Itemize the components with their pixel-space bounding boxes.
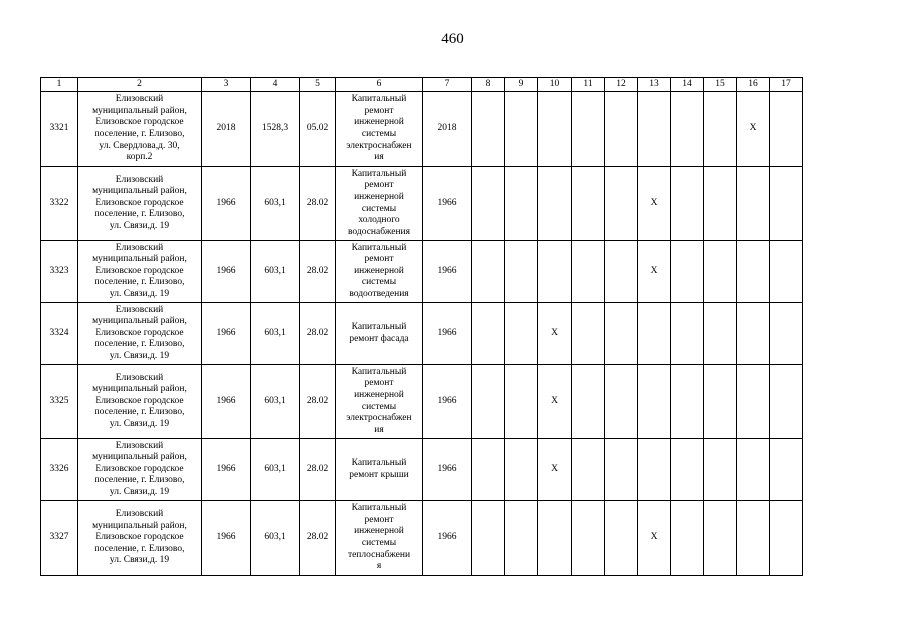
- page-number: 460: [441, 31, 464, 47]
- code-cell: 28.02: [300, 303, 336, 365]
- empty-cell: [605, 92, 638, 167]
- column-header: 7: [423, 78, 472, 92]
- x-mark-cell: X: [638, 167, 671, 241]
- x-mark-cell: X: [638, 501, 671, 576]
- table-row: [41, 92, 803, 167]
- empty-cell: [671, 365, 704, 439]
- x-mark-cell: X: [538, 365, 572, 439]
- empty-cell: [538, 501, 572, 576]
- planned-year-cell: 1966: [423, 501, 472, 576]
- empty-cell: [704, 501, 737, 576]
- column-header: 5: [300, 78, 336, 92]
- empty-cell: [737, 167, 770, 241]
- empty-cell: [770, 167, 803, 241]
- area-cell: 603,1: [251, 303, 300, 365]
- empty-cell: [538, 92, 572, 167]
- empty-cell: [605, 241, 638, 303]
- work-type-cell: Капитальный ремонт инженерной системы электроснабжен ия: [336, 365, 423, 439]
- planned-year-cell: 1966: [423, 303, 472, 365]
- address-cell: Елизовский муниципальный район, Елизовское городское поселение, г. Елизово, ул. Связи,д. 19: [78, 167, 202, 241]
- empty-cell: [737, 501, 770, 576]
- empty-cell: [472, 167, 505, 241]
- year-built-cell: 2018: [202, 92, 251, 167]
- empty-cell: [572, 501, 605, 576]
- x-mark-cell: X: [538, 303, 572, 365]
- empty-cell: [737, 439, 770, 501]
- empty-cell: [472, 365, 505, 439]
- empty-cell: [572, 365, 605, 439]
- empty-cell: [770, 501, 803, 576]
- empty-cell: [704, 241, 737, 303]
- planned-year-cell: 2018: [423, 92, 472, 167]
- row-id: 3327: [41, 501, 78, 576]
- address-cell: Елизовский муниципальный район, Елизовское городское поселение, г. Елизово, ул. Связи,д. 19: [78, 501, 202, 576]
- empty-cell: [737, 303, 770, 365]
- table-row: [41, 303, 803, 365]
- row-id: 3324: [41, 303, 78, 365]
- empty-cell: [671, 303, 704, 365]
- row-id: 3323: [41, 241, 78, 303]
- empty-cell: [605, 303, 638, 365]
- empty-cell: [505, 439, 538, 501]
- work-type-cell: Капитальный ремонт инженерной системы холодного водоснабжения: [336, 167, 423, 241]
- empty-cell: [671, 241, 704, 303]
- area-cell: 603,1: [251, 439, 300, 501]
- table-row: [41, 439, 803, 501]
- empty-cell: [538, 167, 572, 241]
- column-header: 6: [336, 78, 423, 92]
- table-row: [41, 241, 803, 303]
- header-row: [41, 78, 803, 92]
- empty-cell: [704, 167, 737, 241]
- empty-cell: [770, 303, 803, 365]
- empty-cell: [505, 92, 538, 167]
- empty-cell: [638, 439, 671, 501]
- planned-year-cell: 1966: [423, 365, 472, 439]
- column-header: 8: [472, 78, 505, 92]
- table-row: [41, 501, 803, 576]
- empty-cell: [770, 92, 803, 167]
- empty-cell: [671, 92, 704, 167]
- empty-cell: [704, 92, 737, 167]
- empty-cell: [472, 92, 505, 167]
- address-cell: Елизовский муниципальный район, Елизовское городское поселение, г. Елизово, ул. Связи,д. 19: [78, 439, 202, 501]
- column-header: 13: [638, 78, 671, 92]
- row-id: 3322: [41, 167, 78, 241]
- empty-cell: [671, 439, 704, 501]
- empty-cell: [572, 241, 605, 303]
- column-header: 14: [671, 78, 704, 92]
- code-cell: 05.02: [300, 92, 336, 167]
- column-header: 15: [704, 78, 737, 92]
- column-header: 16: [737, 78, 770, 92]
- address-cell: Елизовский муниципальный район, Елизовское городское поселение, г. Елизово, ул. Свердлова,д. 30, корп.2: [78, 92, 202, 167]
- code-cell: 28.02: [300, 365, 336, 439]
- code-cell: 28.02: [300, 439, 336, 501]
- year-built-cell: 1966: [202, 303, 251, 365]
- empty-cell: [638, 92, 671, 167]
- empty-cell: [505, 241, 538, 303]
- work-type-cell: Капитальный ремонт инженерной системы теплоснабжени я: [336, 501, 423, 576]
- empty-cell: [671, 167, 704, 241]
- planned-year-cell: 1966: [423, 241, 472, 303]
- year-built-cell: 1966: [202, 167, 251, 241]
- empty-cell: [505, 501, 538, 576]
- work-type-cell: Капитальный ремонт инженерной системы электроснабжен ия: [336, 92, 423, 167]
- work-type-cell: Капитальный ремонт фасада: [336, 303, 423, 365]
- code-cell: 28.02: [300, 501, 336, 576]
- address-cell: Елизовский муниципальный район, Елизовское городское поселение, г. Елизово, ул. Связи,д. 19: [78, 241, 202, 303]
- row-id: 3325: [41, 365, 78, 439]
- address-cell: Елизовский муниципальный район, Елизовское городское поселение, г. Елизово, ул. Связи,д. 19: [78, 365, 202, 439]
- empty-cell: [605, 501, 638, 576]
- x-mark-cell: X: [638, 241, 671, 303]
- column-header: 11: [572, 78, 605, 92]
- empty-cell: [638, 365, 671, 439]
- area-cell: 1528,3: [251, 92, 300, 167]
- empty-cell: [472, 303, 505, 365]
- empty-cell: [737, 365, 770, 439]
- row-id: 3326: [41, 439, 78, 501]
- area-cell: 603,1: [251, 241, 300, 303]
- year-built-cell: 1966: [202, 439, 251, 501]
- empty-cell: [505, 167, 538, 241]
- empty-cell: [472, 241, 505, 303]
- table-row: [41, 365, 803, 439]
- column-header: 12: [605, 78, 638, 92]
- table-row: [41, 167, 803, 241]
- column-header: 1: [41, 78, 78, 92]
- empty-cell: [770, 365, 803, 439]
- empty-cell: [572, 303, 605, 365]
- empty-cell: [638, 303, 671, 365]
- empty-cell: [538, 241, 572, 303]
- column-header: 9: [505, 78, 538, 92]
- empty-cell: [572, 92, 605, 167]
- x-mark-cell: X: [737, 92, 770, 167]
- column-header: 17: [770, 78, 803, 92]
- column-header: 4: [251, 78, 300, 92]
- empty-cell: [770, 241, 803, 303]
- empty-cell: [505, 365, 538, 439]
- empty-cell: [770, 439, 803, 501]
- empty-cell: [472, 439, 505, 501]
- empty-cell: [737, 241, 770, 303]
- year-built-cell: 1966: [202, 501, 251, 576]
- empty-cell: [605, 167, 638, 241]
- empty-cell: [605, 439, 638, 501]
- empty-cell: [704, 365, 737, 439]
- planned-year-cell: 1966: [423, 439, 472, 501]
- column-header: 10: [538, 78, 572, 92]
- empty-cell: [572, 439, 605, 501]
- work-type-cell: Капитальный ремонт инженерной системы водоотведения: [336, 241, 423, 303]
- year-built-cell: 1966: [202, 241, 251, 303]
- empty-cell: [572, 167, 605, 241]
- area-cell: 603,1: [251, 167, 300, 241]
- row-id: 3321: [41, 92, 78, 167]
- planned-year-cell: 1966: [423, 167, 472, 241]
- empty-cell: [704, 303, 737, 365]
- x-mark-cell: X: [538, 439, 572, 501]
- column-header: 3: [202, 78, 251, 92]
- column-header: 2: [78, 78, 202, 92]
- work-type-cell: Капитальный ремонт крыши: [336, 439, 423, 501]
- code-cell: 28.02: [300, 241, 336, 303]
- year-built-cell: 1966: [202, 365, 251, 439]
- repair-schedule-table: [40, 77, 803, 576]
- area-cell: 603,1: [251, 501, 300, 576]
- empty-cell: [505, 303, 538, 365]
- empty-cell: [472, 501, 505, 576]
- empty-cell: [671, 501, 704, 576]
- address-cell: Елизовский муниципальный район, Елизовское городское поселение, г. Елизово, ул. Связи,д. 19: [78, 303, 202, 365]
- code-cell: 28.02: [300, 167, 336, 241]
- empty-cell: [704, 439, 737, 501]
- empty-cell: [605, 365, 638, 439]
- area-cell: 603,1: [251, 365, 300, 439]
